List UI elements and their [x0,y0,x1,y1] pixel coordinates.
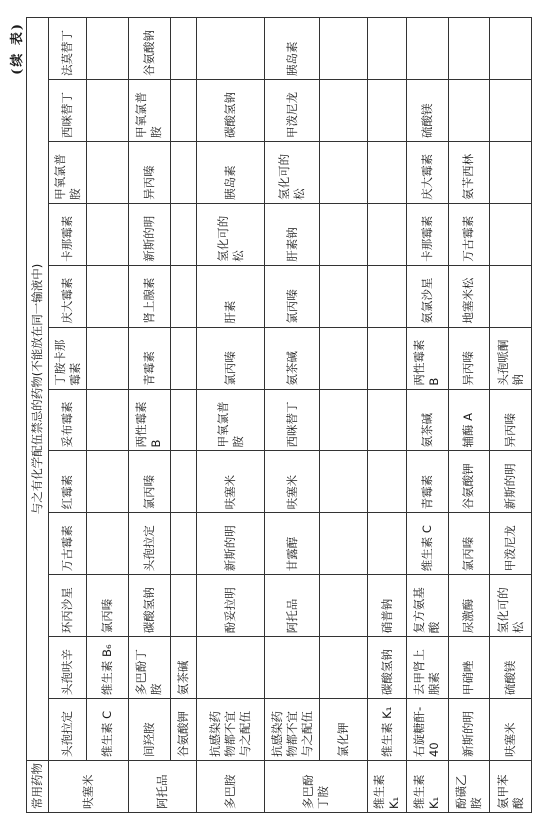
incompatible-drug-cell [87,265,129,327]
incompatible-drug-cell: 妥布霉素 [48,389,86,451]
incompatible-drug-cell: 庆大霉素 [48,265,86,327]
incompatible-drug-cell: 氢化可的松 [197,203,265,265]
incompatible-drug-cell [87,203,129,265]
incompatible-drug-cell [320,451,368,513]
incompatible-drug-cell: 谷氨酸钾 [448,451,490,513]
incompatible-drug-cell [320,265,368,327]
incompatible-drug-cell [87,389,129,451]
incompatible-drug-cell [368,265,406,327]
incompatible-drug-cell: 头孢拉定 [48,699,86,761]
incompatible-drug-cell: 万古霉素 [48,513,86,575]
incompatible-drug-cell: 氯丙嗪 [265,265,320,327]
continued-label: (续 表) [10,22,25,75]
incompatible-drug-cell [320,389,368,451]
incompatible-drug-cell: 碳酸氢钠 [197,80,265,142]
table-row [406,18,448,813]
incompatible-drug-cell: 间羟胺 [129,699,171,761]
incompatible-drug-cell [170,513,196,575]
incompatible-drug-cell [170,327,196,389]
incompatible-drug-cell [490,265,532,327]
incompatible-drug-cell: 地塞米松 [448,265,490,327]
incompatible-drug-cell: 新斯的明 [197,513,265,575]
incompatible-drug-cell: 胰岛素 [197,141,265,203]
table-row [129,18,171,813]
incompatible-drug-cell [368,451,406,513]
incompatible-drug-cell: 头孢呋辛 [48,637,86,699]
incompatible-drug-cell: 卡那霉素 [406,203,448,265]
incompatible-drug-cell: 甲氧氯普胺 [48,141,86,203]
incompatible-drug-cell: 头孢拉定 [129,513,171,575]
incompatible-drug-cell: 庆大霉素 [406,141,448,203]
incompatible-drug-cell [320,203,368,265]
incompatible-drug-cell [368,80,406,142]
incompatible-drug-cell [265,637,320,699]
incompatible-drug-cell [448,80,490,142]
incompatible-drug-cell [490,80,532,142]
table-row [320,18,368,813]
incompatible-drug-cell: 法莫替丁 [48,18,86,80]
incompatible-drug-cell: 胰岛素 [265,18,320,80]
incompatible-drug-cell [406,18,448,80]
incompatible-drug-cell: 西咪替丁 [48,80,86,142]
incompatible-drug-cell [87,141,129,203]
incompatible-drug-cell: 环丙沙星 [48,575,86,637]
incompatible-drug-cell: 两性霉素 B [129,389,171,451]
incompatible-drug-cell: 氯丙嗪 [129,451,171,513]
drug-name-cell: 多巴酚丁胺 [265,761,368,813]
incompatible-drug-cell [320,637,368,699]
incompatible-drug-cell [448,18,490,80]
incompatible-drug-cell [170,80,196,142]
incompatible-drug-cell: 西咪替丁 [265,389,320,451]
incompatible-drug-cell [170,141,196,203]
incompatible-drug-cell [87,451,129,513]
incompatible-drug-cell: 硝普钠 [368,575,406,637]
incompatible-drug-cell: 头孢哌酮钠 [490,327,532,389]
incompatible-drug-cell: 呋塞米 [490,699,532,761]
incompatible-drug-cell [368,18,406,80]
incompatible-drug-cell: 复方氨基酸 [406,575,448,637]
incompatible-drug-cell: 氢化可的松 [490,575,532,637]
incompatible-drug-cell: 去甲肾上腺素 [406,637,448,699]
incompatible-drug-cell: 硫酸镁 [406,80,448,142]
incompatible-drug-cell: 多巴酚丁胺 [129,637,171,699]
incompatible-drug-cell [170,18,196,80]
table-row [448,18,490,813]
table-row [265,18,320,813]
incompatible-drug-cell [87,513,129,575]
incompatible-drug-cell: 甲泼尼龙 [490,513,532,575]
incompatible-drug-cell: 异丙嗪 [129,141,171,203]
drug-name-cell: 多巴胺 [197,761,265,813]
incompatible-drug-cell: 呋塞米 [197,451,265,513]
incompatible-drug-cell: 谷氨酸钠 [129,18,171,80]
incompatible-drug-cell: 甲氧氯普胺 [197,389,265,451]
incompatible-drug-cell [320,141,368,203]
incompatible-drug-cell: 青霉素 [129,327,171,389]
incompatible-drug-cell: 卡那霉素 [48,203,86,265]
incompatible-drug-cell [87,80,129,142]
incompatible-drug-cell: 甲泼尼龙 [265,80,320,142]
incompatible-drug-cell [368,513,406,575]
incompatible-drug-cell [320,80,368,142]
incompatible-drug-cell: 硫酸镁 [490,637,532,699]
incompatible-drug-cell: 氯丙嗪 [197,327,265,389]
incompatible-drug-cell: 氯化钾 [320,699,368,761]
incompatible-drug-cell: 维生素 C [87,699,129,761]
header-title: 与之有化学配伍禁忌的药物(不能放在同一输液中) [27,18,49,761]
incompatible-drug-cell [170,265,196,327]
table-row [170,18,196,813]
incompatible-drug-cell [490,141,532,203]
incompatible-drug-cell: 肝素钠 [265,203,320,265]
incompatible-drug-cell: 氨茶碱 [406,389,448,451]
incompatible-drug-cell [490,203,532,265]
incompatible-drug-cell: 氨茶碱 [170,637,196,699]
incompatible-drug-cell: 维生素 K₁ [368,699,406,761]
incompatible-drug-cell: 新斯的明 [129,203,171,265]
incompatible-drug-cell: 维生素 B₆ [87,637,129,699]
incompatible-drug-cell: 两性霉素 B [406,327,448,389]
incompatible-drug-cell [170,575,196,637]
incompatible-drug-cell: 氨茶碱 [265,327,320,389]
incompatible-drug-cell [197,637,265,699]
incompatible-drug-cell: 尿激酶 [448,575,490,637]
table-row [197,18,265,813]
incompatible-drug-cell: 异丙嗪 [448,327,490,389]
incompatible-drug-cell: 氨苄西林 [448,141,490,203]
drug-name-cell: 呋塞米 [48,761,128,813]
incompatible-drug-cell: 碳酸氢钠 [129,575,171,637]
incompatible-drug-cell: 氯丙嗪 [448,513,490,575]
incompatible-drug-cell: 新斯的明 [448,699,490,761]
incompatible-drug-cell [368,203,406,265]
header-row [27,18,49,813]
drug-name-cell: 阿托品 [129,761,197,813]
incompatible-drug-cell: 氯丙嗪 [87,575,129,637]
incompatible-drug-cell [320,513,368,575]
incompatible-drug-cell: 红霉素 [48,451,86,513]
incompatible-drug-cell: 丁胺卡那霉素 [48,327,86,389]
table-row [48,18,86,813]
incompatible-drug-cell [320,327,368,389]
incompatible-drug-cell: 右旋糖酐-40 [406,699,448,761]
incompatible-drug-cell: 肾上腺素 [129,265,171,327]
incompatible-drug-cell: 阿托品 [265,575,320,637]
incompatible-drug-cell [87,327,129,389]
drug-name-cell: 酚磺乙胺 [448,761,490,813]
incompatible-drug-cell [170,451,196,513]
incompatible-drug-cell [368,389,406,451]
incompatible-drug-cell: 抗感染药物都不宜与之配伍 [265,699,320,761]
incompatible-drug-cell: 异丙嗪 [490,389,532,451]
incompatibility-table [26,17,532,813]
incompatible-drug-cell: 氨氯沙星 [406,265,448,327]
incompatible-drug-cell: 肝素 [197,265,265,327]
incompatible-drug-cell [490,18,532,80]
drug-name-cell: 氨甲苯酸 [490,761,532,813]
incompatible-drug-cell: 新斯的明 [490,451,532,513]
incompatible-drug-cell: 氢化可的松 [265,141,320,203]
incompatible-drug-cell [197,18,265,80]
table-row [368,18,406,813]
incompatible-drug-cell: 维生素 C [406,513,448,575]
incompatible-drug-cell: 酚妥拉明 [197,575,265,637]
incompatible-drug-cell [368,327,406,389]
table-row [490,18,532,813]
incompatible-drug-cell [170,389,196,451]
incompatible-drug-cell: 抗感染药物都不宜与之配伍 [197,699,265,761]
header-common-drugs: 常用药物 [27,761,49,813]
table-body [27,18,532,813]
table-row [87,18,129,813]
incompatible-drug-cell: 谷氨酸钾 [170,699,196,761]
incompatible-drug-cell: 甲氧氯普胺 [129,80,171,142]
incompatible-drug-cell: 辅酶 A [448,389,490,451]
incompatible-drug-cell [368,141,406,203]
incompatible-drug-cell: 青霉素 [406,451,448,513]
incompatible-drug-cell: 呋塞米 [265,451,320,513]
incompatible-drug-cell: 甘露醇 [265,513,320,575]
incompatible-drug-cell [320,575,368,637]
incompatible-drug-cell: 甲硝唑 [448,637,490,699]
drug-name-cell: 维生素 K₁ [406,761,448,813]
incompatible-drug-cell [87,18,129,80]
drug-name-cell: 维生素 K₁ [368,761,406,813]
incompatible-drug-cell: 碳酸氢钠 [368,637,406,699]
incompatible-drug-cell: 万古霉素 [448,203,490,265]
incompatible-drug-cell [320,18,368,80]
incompatible-drug-cell [170,203,196,265]
